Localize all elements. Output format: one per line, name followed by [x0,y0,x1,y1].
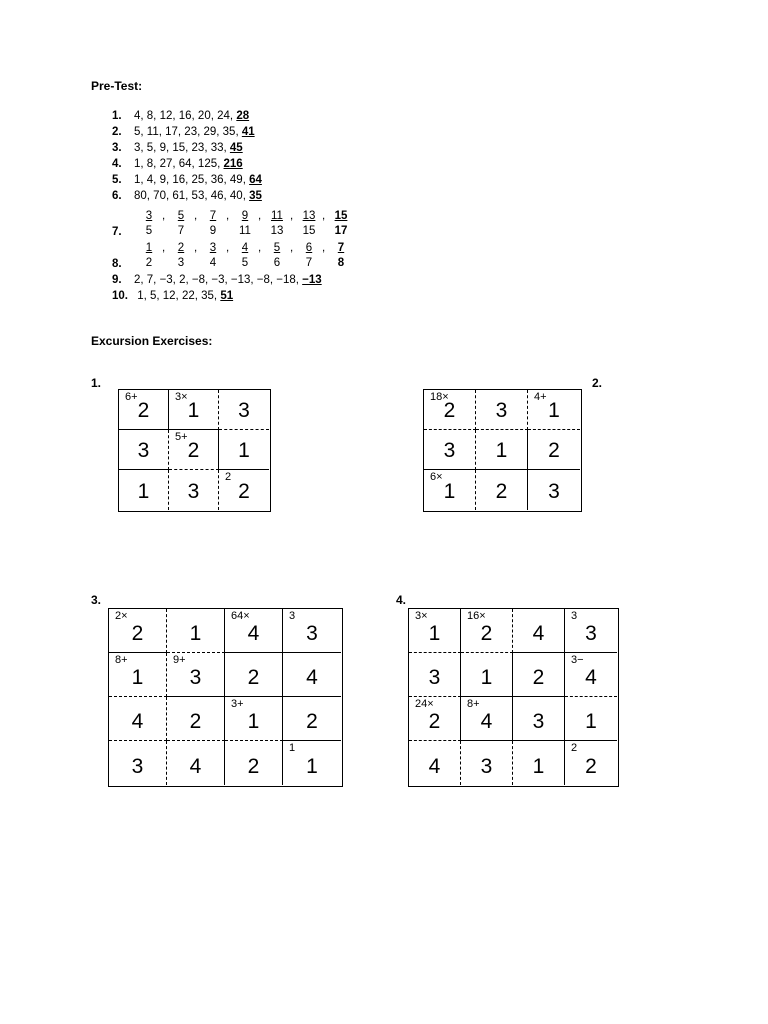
cell-value: 3 [306,622,318,645]
cage-clue: 3× [415,610,428,622]
cage-clue: 3+ [231,698,244,710]
item-number: 3. [112,142,122,154]
cell-value: 1 [443,480,456,503]
grid-cell [528,430,580,470]
cell-value: 1 [137,480,150,503]
cell-value: 1 [238,439,250,462]
grid-cell [283,653,341,697]
grid-cell [409,609,461,653]
cell-value: 4 [480,710,493,733]
cell-value: 3 [187,480,200,503]
fraction-denominator: 7 [305,257,313,269]
kenken-grid [423,389,582,512]
cell-value: 1 [187,399,200,422]
fraction-numerator: 15 [334,210,348,222]
cage-clue: 64× [231,610,250,622]
cage-clue: 3 [571,610,578,622]
puzzle-label: 2. [592,376,603,390]
item-number: 5. [112,174,122,186]
fraction-denominator: 17 [334,225,348,237]
grid-cell [119,470,169,510]
item-number: 9. [112,274,122,286]
cell-value: 2 [247,666,260,689]
grid-cell [167,741,225,785]
cage-clue: 8+ [467,698,480,710]
cell-value: 1 [189,622,202,645]
grid-cell [219,470,269,510]
cell-value: 4 [585,666,597,689]
pretest-item [112,290,233,302]
grid-cell [461,741,513,785]
item-answer: 45 [229,142,243,154]
fraction-numerator: 7 [209,210,217,222]
item-sequence: 3, 5, 9, 15, 23, 33, [134,142,230,154]
cell-value: 2 [137,399,150,422]
cage-clue: 5+ [175,431,188,443]
pretest-item [112,190,262,202]
grid-cell [169,430,219,470]
fraction-numerator: 3 [145,210,153,222]
item-number: 1. [112,110,122,122]
cage-clue: 18× [430,391,449,403]
fraction-numerator: 2 [177,242,185,254]
pretest-item [112,274,322,286]
grid-cell [424,470,476,510]
fraction-denominator: 9 [209,225,217,237]
grid-cell [513,697,565,741]
comma: , [290,242,294,254]
cell-value: 4 [189,755,202,778]
comma: , [226,210,230,222]
cage-clue: 3− [571,654,584,666]
comma: , [258,210,262,222]
item-number: 2. [112,126,122,138]
grid-cell [409,741,461,785]
cell-value: 3 [428,666,441,689]
item-answer: 64 [249,174,262,186]
comma: , [322,210,326,222]
cell-value: 2 [247,755,260,778]
grid-cell [565,741,617,785]
item-sequence: 80, 70, 61, 53, 46, 40, [134,190,250,202]
cell-value: 3 [131,755,144,778]
fraction-denominator: 5 [241,257,249,269]
cage-clue: 2× [115,610,128,622]
cell-value: 1 [247,710,260,733]
item-number: 4. [112,158,122,170]
grid-cell [169,470,219,510]
comma: , [194,242,198,254]
grid-cell [476,470,528,510]
cell-value: 2 [187,439,200,462]
fraction-numerator: 4 [241,242,249,254]
grid-cell [167,697,225,741]
item-sequence: 1, 5, 12, 22, 35, [134,290,221,302]
cell-value: 3 [585,622,597,645]
cell-value: 1 [428,622,441,645]
puzzle-label: 3. [91,593,102,607]
fraction-numerator: 7 [337,242,345,254]
cell-value: 4 [428,755,441,778]
cell-value: 2 [443,399,456,422]
grid-cell [119,390,169,430]
grid-cell [219,390,269,430]
cell-value: 4 [131,710,144,733]
item-answer: 41 [241,126,255,138]
cage-clue: 9+ [173,654,186,666]
comma: , [226,242,230,254]
cell-value: 4 [532,622,545,645]
fraction-numerator: 5 [177,210,185,222]
grid-cell [219,430,269,470]
cell-value: 2 [585,755,597,778]
cage-clue: 24× [415,698,434,710]
item-answer: 28 [236,110,250,122]
grid-cell [513,609,565,653]
grid-cell [169,390,219,430]
fraction-denominator: 3 [177,257,185,269]
cell-value: 1 [495,439,508,462]
cell-value: 2 [480,622,493,645]
grid-cell [225,741,283,785]
item-sequence: 1, 8, 27, 64, 125, [134,158,224,170]
cell-value: 4 [247,622,260,645]
comma: , [290,210,294,222]
item-number: 10. [112,290,128,302]
cage-clue: 3 [289,610,296,622]
cell-value: 3 [443,439,456,462]
cell-value: 3 [495,399,508,422]
puzzle-label: 4. [396,593,407,607]
pretest-item [112,174,262,186]
grid-cell [565,653,617,697]
cell-value: 3 [480,755,493,778]
cell-value: 3 [548,480,560,503]
item-sequence: 1, 4, 9, 16, 25, 36, 49, [134,174,250,186]
item-sequence: 4, 8, 12, 16, 20, 24, [134,110,237,122]
item-number: 6. [112,190,122,202]
grid-cell [476,430,528,470]
kenken-grid [118,389,271,512]
grid-cell [424,390,476,430]
fraction-denominator: 7 [177,225,185,237]
item-number: 7. [112,226,122,238]
grid-cell [424,430,476,470]
grid-cell [409,697,461,741]
fraction-denominator: 15 [302,225,316,237]
cell-value: 2 [189,710,202,733]
grid-cell [109,697,167,741]
cage-clue: 4+ [534,391,547,403]
grid-cell [109,653,167,697]
cell-value: 2 [306,710,318,733]
fraction-denominator: 5 [145,225,153,237]
grid-cell [565,609,617,653]
cell-value: 2 [532,666,545,689]
cell-value: 3 [532,710,545,733]
cage-clue: 3× [175,391,188,403]
fraction-denominator: 11 [239,225,251,237]
cage-clue: 2 [571,742,578,754]
grid-cell [528,470,580,510]
grid-cell [461,697,513,741]
grid-cell [225,697,283,741]
cell-value: 2 [548,439,560,462]
item-sequence: 2, 7, −3, 2, −8, −3, −13, −8, −18, [134,274,303,286]
grid-cell [167,609,225,653]
cage-clue: 6+ [125,391,138,403]
fraction-denominator: 6 [273,257,281,269]
grid-cell [283,741,341,785]
comma: , [162,242,166,254]
fraction-denominator: 8 [337,257,345,269]
kenken-grid [108,608,343,787]
pretest-item [112,158,243,170]
grid-cell [283,609,341,653]
cell-value: 3 [238,399,250,422]
fraction-denominator: 2 [145,257,153,269]
item-answer: −13 [302,274,322,286]
grid-cell [119,430,169,470]
grid-cell [513,741,565,785]
pretest-item [112,110,249,122]
cell-value: 1 [585,710,597,733]
kenken-grid [408,608,619,787]
grid-cell [565,697,617,741]
comma: , [258,242,262,254]
comma: , [162,210,166,222]
grid-cell [476,390,528,430]
fraction-denominator: 13 [270,225,284,237]
grid-cell [461,609,513,653]
cage-clue: 8+ [115,654,128,666]
cage-clue: 6× [430,471,443,483]
cell-value: 1 [480,666,493,689]
cell-value: 1 [548,399,560,422]
cell-value: 3 [137,439,150,462]
cell-value: 1 [532,755,545,778]
fraction-numerator: 5 [273,242,281,254]
grid-cell [513,653,565,697]
excursion-heading: Excursion Exercises: [91,334,213,348]
grid-cell [225,609,283,653]
cell-value: 2 [428,710,441,733]
cell-value: 1 [131,666,144,689]
cage-clue: 2 [225,471,232,483]
comma: , [194,210,198,222]
cage-clue: 16× [467,610,486,622]
fraction-denominator: 4 [209,257,217,269]
cage-clue: 1 [289,742,296,754]
pretest-item [112,126,255,138]
item-answer: 35 [249,190,262,202]
cell-value: 2 [238,480,250,503]
grid-cell [283,697,341,741]
grid-cell [109,741,167,785]
fraction-numerator: 13 [302,210,316,222]
fraction-numerator: 11 [271,210,283,222]
grid-cell [461,653,513,697]
item-sequence: 5, 11, 17, 23, 29, 35, [134,126,242,138]
fraction-numerator: 6 [305,242,313,254]
cell-value: 4 [306,666,318,689]
pretest-item [112,142,243,154]
item-answer: 51 [220,290,234,302]
cell-value: 1 [306,755,318,778]
item-number: 8. [112,258,122,270]
pretest-heading: Pre-Test: [91,79,143,93]
puzzle-label: 1. [91,376,102,390]
grid-cell [528,390,580,430]
cell-value: 3 [189,666,202,689]
cell-value: 2 [495,480,508,503]
grid-cell [225,653,283,697]
grid-cell [109,609,167,653]
item-answer: 216 [223,158,243,170]
fraction-numerator: 9 [241,210,249,222]
comma: , [322,242,326,254]
grid-cell [167,653,225,697]
cell-value: 2 [131,622,144,645]
fraction-numerator: 3 [209,242,217,254]
grid-cell [409,653,461,697]
fraction-numerator: 1 [145,242,153,254]
